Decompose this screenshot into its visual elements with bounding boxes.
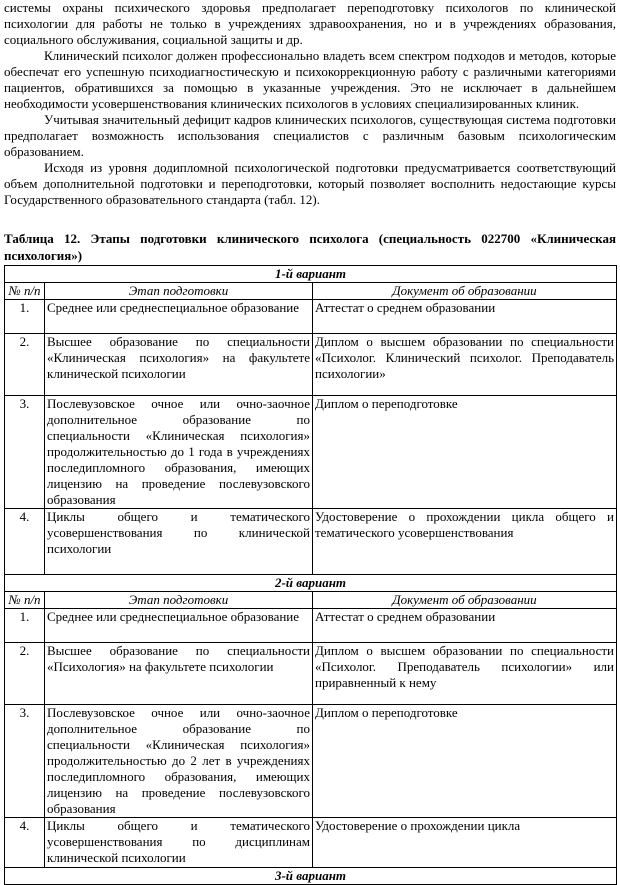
variant-row (5, 575, 617, 592)
table-row (5, 334, 617, 396)
paragraph-4: Исходя из уровня додипломной психологической подготовки предусматривается соответствующий объем дополнительной подготовки и переподготовки, который позволяет восполнить недостающие курсы Государственного образовательного стандарта (табл. 12). (4, 160, 616, 207)
variant-row (5, 266, 617, 283)
row-num: 4. (5, 818, 45, 868)
row-num: 1. (5, 609, 45, 643)
table-row (5, 609, 617, 643)
paragraph-3: Учитывая значительный дефицит кадров клинических психологов, существующая система подготовки предполагает возможность использования специалистов с различным базовым психологическим образованием. (4, 112, 616, 159)
row-num: 2. (5, 643, 45, 705)
row-document: Удостоверение о прохождении цикла (313, 818, 617, 868)
table-row (5, 396, 617, 509)
table-row (5, 818, 617, 868)
header-row (5, 283, 617, 300)
table-row (5, 705, 617, 818)
row-stage: Послевузовское очное или очно-заочное дополнительное образование по специальности «Клиническая психология» продолжительностью до 1 года в учреждениях последипломного образования, имеющих лицензию на проведение послевузовского образования (45, 396, 313, 509)
row-document: Диплом о высшем образовании по специальности «Психолог. Преподаватель психологии» или приравненный к нему (313, 643, 617, 705)
stages-table (4, 265, 617, 885)
header-stage: Этап подготовки (45, 283, 313, 300)
row-stage: Среднее или среднеспециальное образование (45, 300, 313, 334)
row-num: 3. (5, 396, 45, 509)
table-caption: Таблица 12. Этапы подготовки клинического психолога (специальность 022700 «Клиническая психология») (4, 231, 616, 263)
row-document: Диплом о высшем образовании по специальности «Психолог. Клинический психолог. Преподаватель психологии» (313, 334, 617, 396)
row-document: Удостоверение о прохождении цикла общего и тематического усовершенствования (313, 509, 617, 575)
document-page (4, 0, 616, 885)
variant-title: 1-й вариант (5, 266, 617, 283)
row-stage: Среднее или среднеспециальное образование (45, 609, 313, 643)
table-row (5, 509, 617, 575)
header-num: № п/п (5, 283, 45, 300)
row-stage: Послевузовское очное или очно-заочное дополнительное образование по специальности «Клиническая психология» продолжительностью до 2 лет в учреждениях последипломного образования, имеющих лицензию на проведение послевузовского образования (45, 705, 313, 818)
table-row (5, 300, 617, 334)
row-document: Аттестат о среднем образовании (313, 300, 617, 334)
row-stage: Высшее образование по специальности «Клиническая психология» на факультете клинической психологии (45, 334, 313, 396)
row-stage: Высшее образование по специальности «Психология» на факультете психологии (45, 643, 313, 705)
row-num: 3. (5, 705, 45, 818)
paragraph-1: системы охраны психического здоровья предполагает переподготовку психологов по клинической психологии для работы не только в учреждениях здравоохранения, но и в учреждениях образования, социального обслуживания, социальной защиты и др. (4, 0, 616, 47)
header-row (5, 592, 617, 609)
variant-title: 3-й вариант (5, 868, 617, 885)
variant-title: 2-й вариант (5, 575, 617, 592)
row-document: Аттестат о среднем образовании (313, 609, 617, 643)
paragraph-2: Клинический психолог должен профессионально владеть всем спектром подходов и методов, которые обеспечат его успешную психодиагностическую и психокоррекционную работу с различными категориями пациентов, обратившихся за помощью в указанные учреждения. Это не исключает в дальнейшем необходимости усовершенствования клинических психологов в условиях специализированных клиник. (4, 48, 616, 111)
row-num: 2. (5, 334, 45, 396)
row-document: Диплом о переподготовке (313, 396, 617, 509)
row-stage: Циклы общего и тематического усовершенствования по клинической психологии (45, 509, 313, 575)
table-row (5, 643, 617, 705)
header-num: № п/п (5, 592, 45, 609)
header-stage: Этап подготовки (45, 592, 313, 609)
row-document: Диплом о переподготовке (313, 705, 617, 818)
row-num: 1. (5, 300, 45, 334)
row-stage: Циклы общего и тематического усовершенствования по дисциплинам клинической психологии (45, 818, 313, 868)
row-num: 4. (5, 509, 45, 575)
header-document: Документ об образовании (313, 283, 617, 300)
header-document: Документ об образовании (313, 592, 617, 609)
